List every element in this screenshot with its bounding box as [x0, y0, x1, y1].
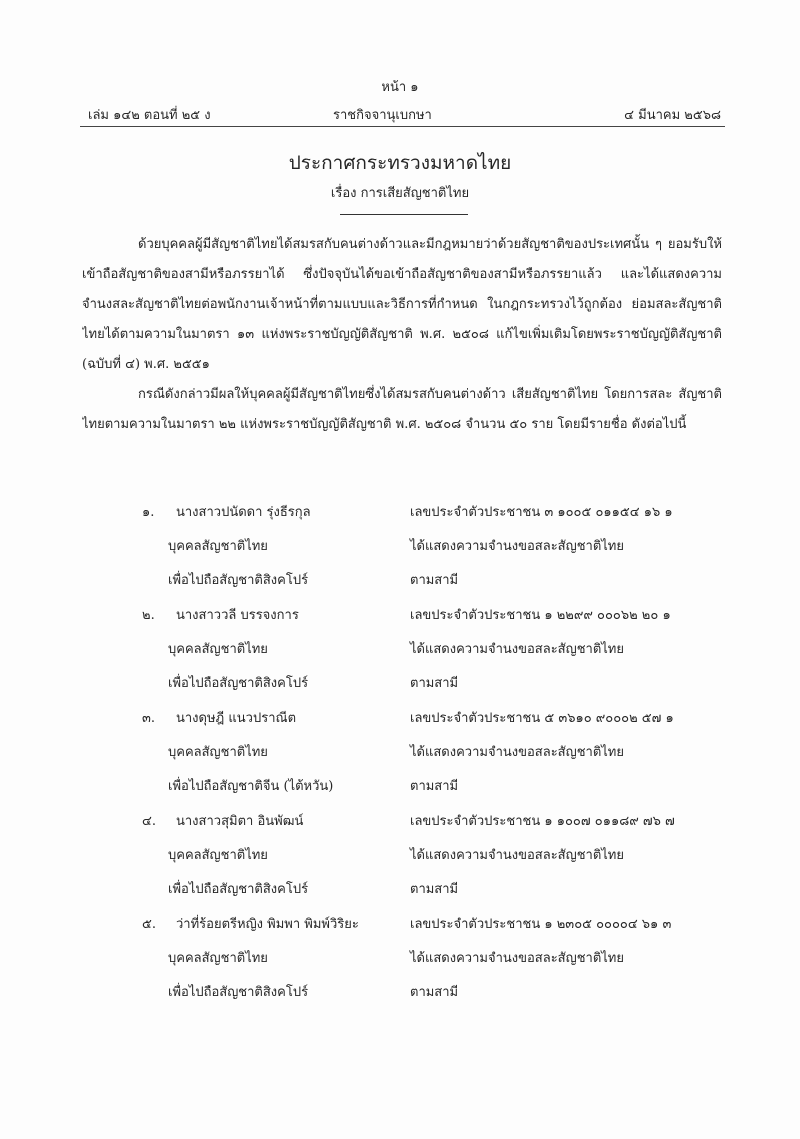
- person-id: เลขประจำตัวประชาชน ๑ ๒๒๙๙ ๐๐๐๖๒ ๒๐ ๑: [410, 608, 671, 623]
- person-declaration: ได้แสดงความจำนงขอสละสัญชาติไทย: [410, 642, 624, 657]
- person-entry-1: [0, 498, 800, 601]
- person-number: ๔.: [142, 814, 156, 829]
- person-declaration: ได้แสดงความจำนงขอสละสัญชาติไทย: [410, 745, 624, 760]
- publication-name: ราชกิจจานุเบกษา: [333, 108, 432, 123]
- person-status: บุคคลสัญชาติไทย: [168, 642, 268, 657]
- person-list: [0, 498, 800, 1013]
- person-status: บุคคลสัญชาติไทย: [168, 951, 268, 966]
- volume-issue: เล่ม ๑๔๒ ตอนที่ ๒๕ ง: [88, 108, 211, 123]
- page-number: หน้า ๑: [381, 80, 419, 95]
- person-number: ๕.: [142, 917, 156, 932]
- person-declaration: ได้แสดงความจำนงขอสละสัญชาติไทย: [410, 539, 624, 554]
- person-id: เลขประจำตัวประชาชน ๑ ๒๓๐๕ ๐๐๐๐๔ ๖๑ ๓: [410, 917, 672, 932]
- person-id: เลขประจำตัวประชาชน ๑ ๑๐๐๗ ๐๑๑๘๙ ๗๖ ๗: [410, 814, 675, 829]
- person-basis: ตามสามี: [410, 676, 459, 691]
- person-new-nationality: เพื่อไปถือสัญชาติจีน (ไต้หวัน): [168, 779, 334, 794]
- paragraph-consequence: กรณีดังกล่าวมีผลให้บุคคลผู้มีสัญชาติไทยซึ่งได้สมรสกับคนต่างด้าว เสียสัญชาติไทย โดยการสละ สัญชาติไทยตามความในมาตรา ๒๒ แห่งพระราชบัญญัติสัญชาติ พ.ศ. ๒๕๐๘ จำนวน ๕๐ ราย โดยมีรายชื่อ ดังต่อไปนี้: [82, 387, 722, 432]
- person-number: ๒.: [142, 608, 155, 623]
- document-subject: เรื่อง การเสียสัญชาติไทย: [330, 186, 470, 201]
- person-name: นางดุษฎี แนวปราณีต: [176, 711, 297, 726]
- person-basis: ตามสามี: [410, 985, 459, 1000]
- person-new-nationality: เพื่อไปถือสัญชาติสิงคโปร์: [168, 676, 309, 691]
- person-status: บุคคลสัญชาติไทย: [168, 848, 268, 863]
- person-number: ๓.: [142, 711, 156, 726]
- header-info-row: [80, 104, 725, 127]
- paragraph-intro: ด้วยบุคคลผู้มีสัญชาติไทยได้สมรสกับคนต่างด้าวและมีกฎหมายว่าด้วยสัญชาติของประเทศนั้น ๆ ยอมรับให้เข้าถือสัญชาติของสามีหรือภรรยาได้ ซึ่งปัจจุบันได้ขอเข้าถือสัญชาติของสามีหรือภรรยาแล้ว และได้แสดงความจำนงสละสัญชาติไทยต่อพนักงานเจ้าหน้าที่ตามแบบและวิธีการที่กำหนด ในกฎกระทรวงไว้ถูกต้อง ย่อมสละสัญชาติไทยได้ตามความในมาตรา ๑๓ แห่งพระราชบัญญัติสัญชาติ พ.ศ. ๒๕๐๘ แก้ไขเพิ่มเติมโดยพระราชบัญญัติสัญชาติ (ฉบับที่ ๔) พ.ศ. ๒๕๕๑: [82, 237, 722, 372]
- person-id: เลขประจำตัวประชาชน ๕ ๓๖๑๐ ๙๐๐๐๒ ๕๗ ๑: [410, 711, 674, 726]
- person-name: นางสาววลี บรรจงการ: [176, 608, 299, 623]
- person-entry-5: [0, 910, 800, 1013]
- person-basis: ตามสามี: [410, 573, 459, 588]
- person-number: ๑.: [142, 505, 155, 520]
- person-new-nationality: เพื่อไปถือสัญชาติสิงคโปร์: [168, 882, 309, 897]
- document-title: ประกาศกระทรวงมหาดไทย: [288, 152, 512, 174]
- person-new-nationality: เพื่อไปถือสัญชาติสิงคโปร์: [168, 573, 309, 588]
- person-name: นางสาวสุมิตา อินพัฒน์: [176, 814, 304, 829]
- person-entry-4: [0, 807, 800, 910]
- person-declaration: ได้แสดงความจำนงขอสละสัญชาติไทย: [410, 951, 624, 966]
- person-name: นางสาวปนัดดา รุ่งธีรกุล: [176, 505, 311, 520]
- person-new-nationality: เพื่อไปถือสัญชาติสิงคโปร์: [168, 985, 309, 1000]
- person-entry-2: [0, 601, 800, 704]
- person-basis: ตามสามี: [410, 779, 459, 794]
- publication-date: ๔ มีนาคม ๒๕๖๘: [624, 108, 721, 123]
- person-status: บุคคลสัญชาติไทย: [168, 539, 268, 554]
- person-name: ว่าที่ร้อยตรีหญิง พิมพา พิมพ์วิริยะ: [176, 917, 359, 932]
- person-id: เลขประจำตัวประชาชน ๓ ๑๐๐๕ ๐๑๑๕๔ ๑๖ ๑: [410, 505, 673, 520]
- person-declaration: ได้แสดงความจำนงขอสละสัญชาติไทย: [410, 848, 624, 863]
- person-entry-3: [0, 704, 800, 807]
- person-status: บุคคลสัญชาติไทย: [168, 745, 268, 760]
- person-basis: ตามสามี: [410, 882, 459, 897]
- title-divider: [340, 214, 468, 215]
